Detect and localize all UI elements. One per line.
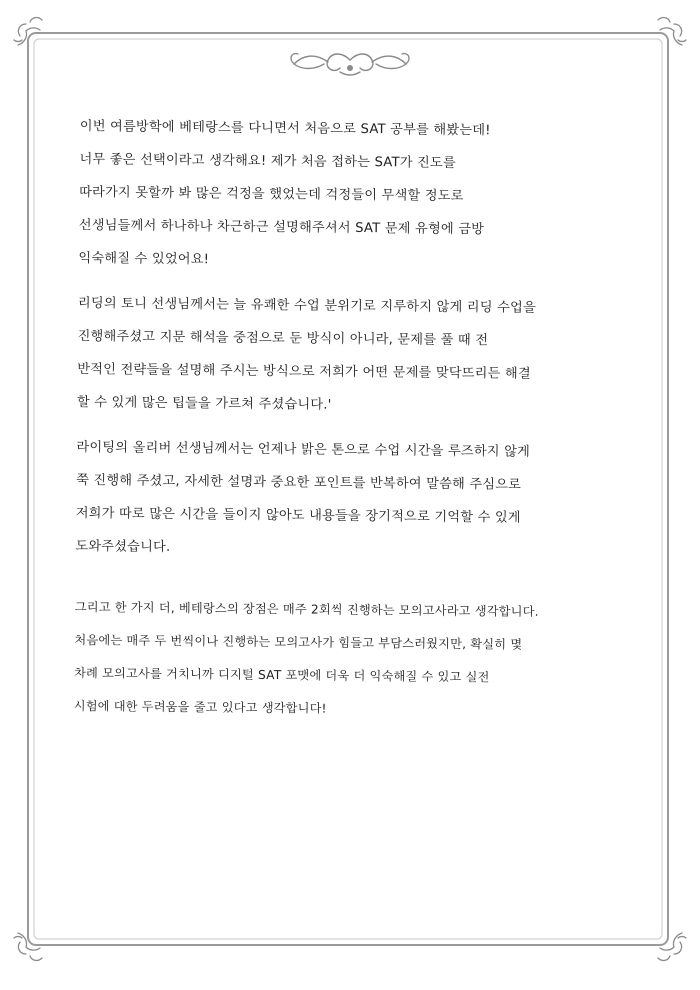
text-line: 따라가지 못할까 봐 많은 걱정을 했었는데 걱정들이 무색할 정도로 [79, 184, 464, 205]
letter-body [73, 110, 640, 741]
paragraph-4 [74, 591, 635, 729]
text-line: 도와주셨습니다. [75, 538, 171, 555]
text-line: 차례 모의고사를 거치니까 디지털 SAT 포맷에 더욱 더 익숙해질 수 있고 실전 [74, 665, 490, 685]
text-line: 처음에는 매주 두 번씩이나 진행하는 모의고사가 힘들고 부담스러웠지만, 확실히 몇 [74, 632, 523, 652]
paragraph-1 [78, 110, 640, 281]
text-line: 익숙해질 수 있었어요! [78, 250, 210, 268]
text-line: 리딩의 토니 선생님께서는 늘 유쾌한 수업 분위기로 지루하지 않게 리딩 수업을 [77, 295, 536, 316]
text-line: 저희가 따로 많은 시간을 들이지 않아도 내용들을 장기적으로 기억할 수 있게 [75, 505, 521, 526]
text-line: 할 수 있게 많은 팁들을 가르쳐 주셨습니다.' [76, 394, 332, 413]
text-line: 시험에 대한 두려움을 줄고 있다고 생각합니다! [73, 698, 327, 716]
text-line: 진행해주셨고 지문 해석을 중점으로 둔 방식이 아니라, 문제를 풀 때 전 [77, 328, 489, 349]
text-line: 이번 여름방학에 베테랑스를 다니면서 처음으로 SAT 공부를 해봤는데! [79, 118, 491, 139]
text-line: 라이팅의 올리버 선생님께서는 언제나 밝은 톤으로 수업 시간을 루즈하지 않게 [76, 439, 531, 460]
scroll-flourish-icon [291, 54, 409, 75]
text-line: 너무 좋은 선택이라고 생각해요! 제가 처음 접하는 SAT가 진도를 [79, 151, 456, 171]
paragraph-3 [75, 431, 636, 569]
text-line: 쭉 진행해 주셨고, 자세한 설명과 중요한 포인트를 반복하여 말씀해 주심으로 [76, 472, 522, 493]
text-line: 그리고 한 가지 더, 베테랑스의 장점은 매주 2회씩 진행하는 모의고사라고 생각합니다. [74, 599, 539, 619]
text-line: 반적인 전략들을 설명해 주시는 방식으로 저희가 어떤 문제를 맞닥뜨리든 해결 [77, 361, 531, 382]
text-line: 선생님들께서 하나하나 차근하근 설명해주셔서 SAT 문제 유형에 금방 [78, 217, 485, 238]
paragraph-2 [77, 287, 638, 425]
